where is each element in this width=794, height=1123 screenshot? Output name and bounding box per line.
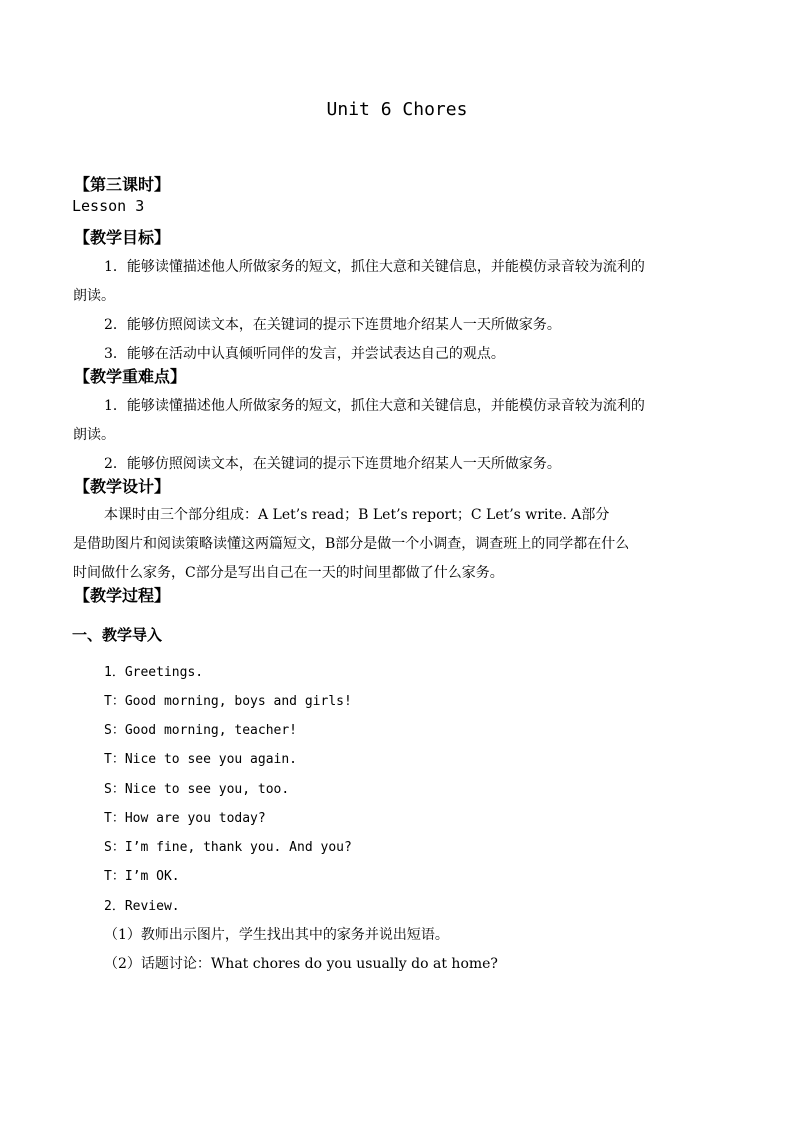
process-heading: 【教学过程】 <box>74 586 171 605</box>
goal-item: 朗读。 <box>73 288 115 304</box>
design-heading: 【教学设计】 <box>74 477 171 496</box>
lesson-label: Lesson 3 <box>72 197 145 215</box>
process-line: S：Good morning, teacher! <box>104 723 298 738</box>
key-point-item: 朗读。 <box>73 427 115 443</box>
design-paragraph-line: 是借助图片和阅读策略读懂这两篇短文，B部分是做一个小调查，调查班上的同学都在什么 <box>73 536 630 552</box>
goals-heading: 【教学目标】 <box>74 228 171 247</box>
key-point-item: 2．能够仿照阅读文本，在关键词的提示下连贯地介绍某人一天所做家务。 <box>104 456 561 472</box>
process-line: S：I’m fine, thank you. And you? <box>104 840 352 855</box>
review-item: （2）话题讨论：What chores do you usually do at home? <box>104 956 498 972</box>
goal-item: 2．能够仿照阅读文本，在关键词的提示下连贯地介绍某人一天所做家务。 <box>104 317 561 333</box>
period-heading: 【第三课时】 <box>74 175 171 194</box>
process-line: T：Nice to see you again. <box>104 752 298 767</box>
goal-item: 1．能够读懂描述他人所做家务的短文，抓住大意和关键信息，并能模仿录音较为流利的 <box>104 259 645 275</box>
section-heading: 一、教学导入 <box>72 626 163 644</box>
design-paragraph-line: 时间做什么家务，C部分是写出自己在一天的时间里都做了什么家务。 <box>73 565 504 581</box>
process-line: T：Good morning, boys and girls! <box>104 694 352 709</box>
process-line: T：I’m OK. <box>104 869 180 884</box>
review-item: （1）教师出示图片，学生找出其中的家务并说出短语。 <box>104 927 449 943</box>
process-line: 2．Review. <box>104 899 180 914</box>
key-points-heading: 【教学重难点】 <box>74 367 187 386</box>
page-title: Unit 6 Chores <box>326 99 468 120</box>
process-line: 1．Greetings. <box>104 665 204 680</box>
process-line: S：Nice to see you, too. <box>104 782 290 797</box>
goal-item: 3．能够在活动中认真倾听同伴的发言，并尝试表达自己的观点。 <box>104 346 505 362</box>
design-paragraph-line: 本课时由三个部分组成：A Let’s read；B Let’s report；C Let’s write. A部分 <box>104 507 610 523</box>
key-point-item: 1．能够读懂描述他人所做家务的短文，抓住大意和关键信息，并能模仿录音较为流利的 <box>104 398 645 414</box>
process-line: T：How are you today? <box>104 811 266 826</box>
